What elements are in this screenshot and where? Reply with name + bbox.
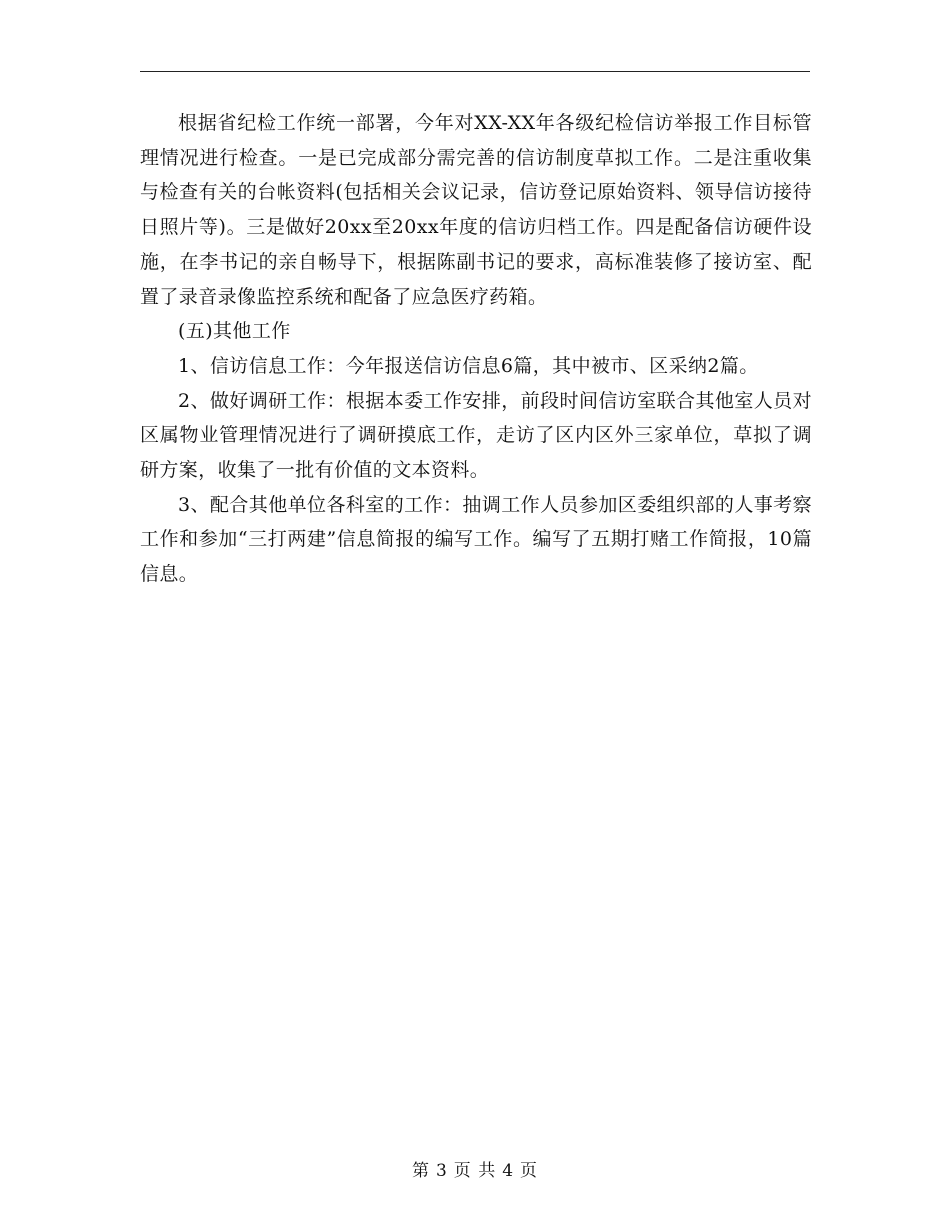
paragraph-archive-inspection: 根据省纪检工作统一部署，今年对XX-XX年各级纪检信访举报工作目标管理情况进行检查。一是已完成部分需完善的信访制度草拟工作。二是注重收集与检查有关的台帐资料(包括相关会议记录，信访登记原始资料、领导信访接待日照片等)。三是做好20xx至20xx年度的信访归档工作。四是配备信访硬件设施，在李书记的亲自畅导下，根据陈副书记的要求，高标准装修了接访室、配置了录音录像监控系统和配备了应急医疗药箱。 [140,112,812,308]
footer-total-pages: 4 [502,1161,515,1181]
footer-middle: 页 共 [453,1161,497,1181]
footer-page-number: 3 [435,1161,448,1181]
paragraph-petition-info: 1、信访信息工作：今年报送信访信息6篇，其中被市、区采纳2篇。 [178,354,759,377]
page-footer [0,1156,950,1181]
footer-suffix: 页 [520,1161,539,1181]
paragraph-research-work: 2、做好调研工作：根据本委工作安排，前段时间信访室联合其他室人员对区属物业管理情况进行了调研摸底工作，走访了区内区外三家单位，草拟了调研方案，收集了一批有价值的文本资料。 [140,389,812,482]
document-body [140,106,812,592]
footer-prefix: 第 [411,1161,430,1181]
paragraph-cooperation-work: 3、配合其他单位各科室的工作：抽调工作人员参加区委组织部的人事考察工作和参加“三打两建”信息简报的编写工作。编写了五期打赌工作简报，10篇信息。 [140,493,812,586]
section-heading-other-work: (五)其他工作 [178,320,291,343]
header-rule [140,71,810,72]
